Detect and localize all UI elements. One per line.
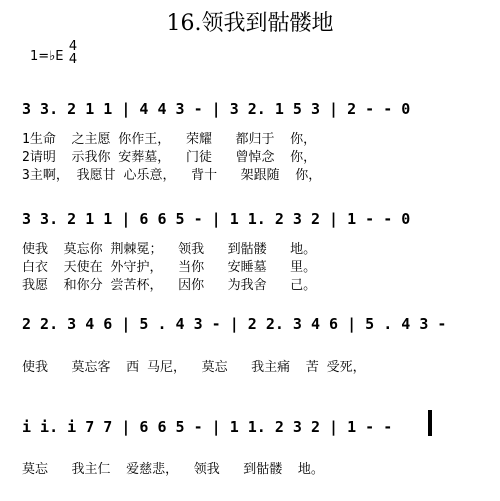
meter-bottom: 4 [68,52,78,67]
notation-line-2: 3 3. 2 1 1 | 6 6 5 - | 1 1. 2 3 2 | 1 - - 0 [22,210,411,228]
notation-line-1: 3 3. 2 1 1 | 4 4 3 - | 3 2. 1 5 3 | 2 - - 0 [22,100,411,118]
lyric-line-2-3: 我愿 和你分 尝苦杯， 因你 为我舍 己。 [22,278,317,293]
meter-top: 4 [68,39,78,54]
hymn-title: 16.领我到骷髅地 [166,11,334,36]
final-barline [428,410,432,436]
lyric-line-1-1: 1生命 之主愿 你作王， 荣耀 都归于 你， [22,132,317,147]
lyric-line-3-1: 使我 莫忘客 西 马尼， 莫忘 我主痛 苦 受死， [22,360,366,375]
lyric-line-4-1: 莫忘 我主仁 爱慈悲， 领我 到骷髅 地。 [22,462,324,477]
lyric-line-1-3: 3主啊， 我愿甘 心乐意， 背十 架跟随 你， [22,168,322,183]
time-signature [68,40,78,66]
notation-line-3: 2 2. 3 4 6 | 5 . 4 3 - | 2 2. 3 4 6 | 5 . 4 3 - [22,315,447,333]
lyric-line-2-1: 使我 莫忘你 荆棘冕； 领我 到骷髅 地。 [22,242,317,257]
lyric-line-1-2: 2请明 示我你 安葬墓， 门徒 曾悼念 你， [22,150,317,165]
key-signature: 1=♭E [30,49,64,64]
lyric-line-2-2: 白衣 天使在 外守护， 当你 安睡墓 里。 [22,260,317,275]
notation-line-4: i i. i 7 7 | 6 6 5 - | 1 1. 2 3 2 | 1 - - [22,418,393,436]
